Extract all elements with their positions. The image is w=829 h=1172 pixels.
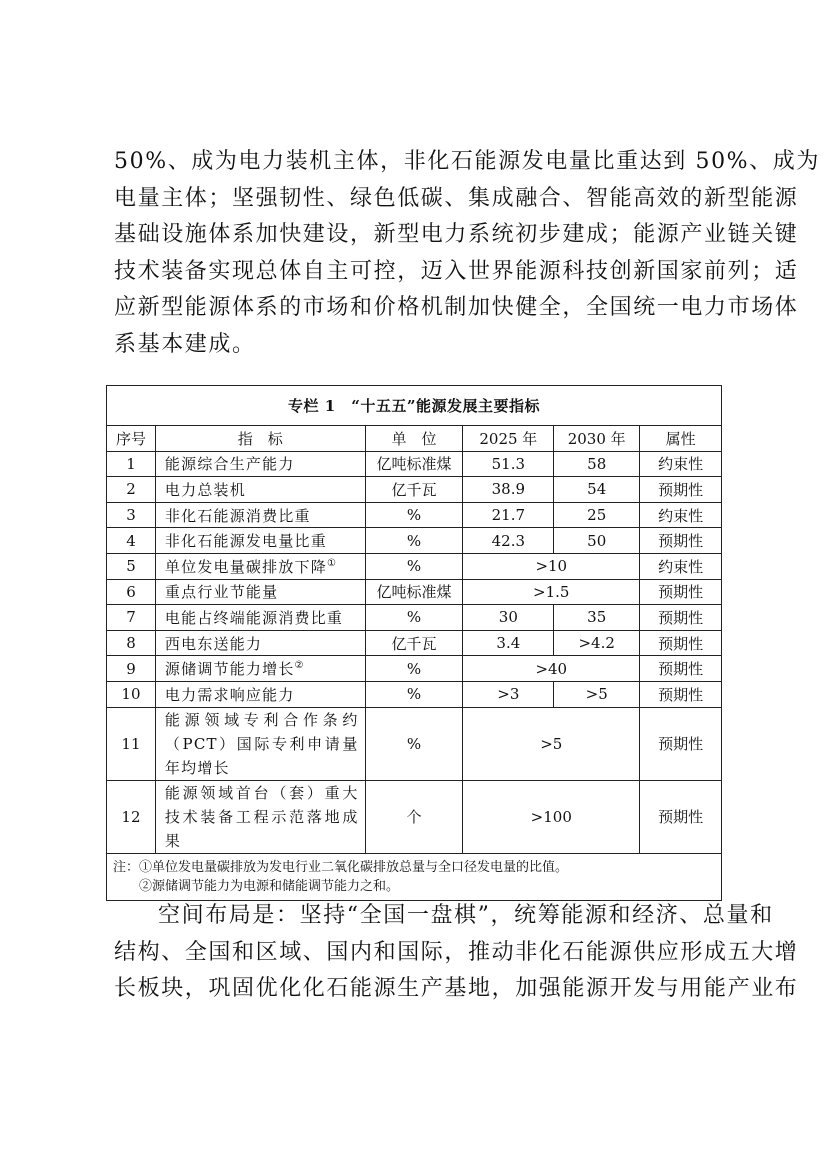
row-no: 12	[107, 780, 156, 853]
row-value-2030: >4.2	[554, 630, 640, 656]
row-attribute: 预期性	[640, 605, 722, 631]
row-value-2030: 58	[554, 451, 640, 477]
row-unit: 亿吨标准煤	[365, 451, 463, 477]
header-attribute: 属性	[640, 426, 722, 452]
row-indicator: 非化石能源消费比重	[155, 502, 365, 528]
row-value-2030: 35	[554, 605, 640, 631]
row-value-merged: >40	[463, 656, 640, 682]
table-row	[107, 707, 722, 780]
row-no: 6	[107, 579, 156, 605]
row-attribute: 预期性	[640, 656, 722, 682]
text-line: 技术装备实现总体自主可控，迈入世界能源科技创新国家前列；适	[114, 258, 799, 284]
table-row	[107, 630, 722, 656]
row-indicator: 非化石能源发电量比重	[155, 528, 365, 554]
table-row	[107, 656, 722, 682]
row-attribute: 预期性	[640, 630, 722, 656]
row-unit: 个	[365, 780, 463, 853]
note-line: ②源储调节能力为电源和储能调节能力之和。	[139, 878, 400, 894]
note-line: 注：①单位发电量碳排放为发电行业二氧化碳排放总量与全口径发电量的比值。	[113, 859, 569, 875]
row-value-2030: 25	[554, 502, 640, 528]
row-attribute: 预期性	[640, 528, 722, 554]
row-unit: %	[365, 656, 463, 682]
row-no: 8	[107, 630, 156, 656]
row-value-2030: >5	[554, 681, 640, 707]
row-unit: 亿千瓦	[365, 630, 463, 656]
table-header-row	[107, 426, 722, 452]
row-no: 1	[107, 451, 156, 477]
row-value-2025: 51.3	[463, 451, 554, 477]
row-indicator: 重点行业节能量	[155, 579, 365, 605]
row-value-2025: 30	[463, 605, 554, 631]
indicator-text: 源储调节能力增长	[164, 660, 295, 679]
table-notes	[107, 853, 722, 900]
row-value-2025: 21.7	[463, 502, 554, 528]
row-indicator: 电能占终端能源消费比重	[155, 605, 365, 631]
row-attribute: 约束性	[640, 553, 722, 579]
table-row	[107, 780, 722, 853]
row-attribute: 预期性	[640, 681, 722, 707]
header-indicator: 指 标	[155, 426, 365, 452]
row-no: 11	[107, 707, 156, 780]
row-indicator: 能源领域首台（套）重大技术装备工程示范落地成果	[155, 780, 365, 853]
row-attribute: 预期性	[640, 707, 722, 780]
row-indicator: 电力需求响应能力	[155, 681, 365, 707]
table-row	[107, 528, 722, 554]
row-indicator: 西电东送能力	[155, 630, 365, 656]
row-value-2025: 38.9	[463, 477, 554, 503]
row-unit: %	[365, 707, 463, 780]
row-no: 7	[107, 605, 156, 631]
table-row	[107, 477, 722, 503]
row-value-2030: 50	[554, 528, 640, 554]
text-line: 50%、成为电力装机主体，非化石能源发电量比重达到 50%、成为	[114, 149, 820, 174]
table-row	[107, 553, 722, 579]
row-unit: %	[365, 502, 463, 528]
text-line: 空间布局是：坚持“全国一盘棋”，统筹能源和经济、总量和	[158, 903, 774, 928]
row-unit: %	[365, 553, 463, 579]
table-row	[107, 605, 722, 631]
text-line: 系基本建成。	[114, 331, 256, 357]
row-attribute: 预期性	[640, 579, 722, 605]
text-line: 应新型能源体系的市场和价格机制加快健全，全国统一电力市场体	[114, 295, 799, 320]
row-no: 3	[107, 502, 156, 528]
table-row	[107, 502, 722, 528]
header-2030: 2030 年	[554, 426, 640, 452]
header-2025: 2025 年	[463, 426, 554, 452]
row-no: 4	[107, 528, 156, 554]
row-unit: 亿吨标准煤	[365, 579, 463, 605]
footnote-marker: ②	[294, 660, 305, 672]
row-indicator: 能源综合生产能力	[155, 451, 365, 477]
text-line: 结构、全国和区域、国内和国际，推动非化石能源供应形成五大增	[114, 939, 799, 965]
row-unit: %	[365, 528, 463, 554]
table-row	[107, 451, 722, 477]
row-attribute: 预期性	[640, 780, 722, 853]
row-value-merged: >100	[463, 780, 640, 853]
header-unit: 单 位	[365, 426, 463, 452]
row-value-2030: 54	[554, 477, 640, 503]
row-no: 10	[107, 681, 156, 707]
text-line: 电量主体；坚强韧性、绿色低碳、集成融合、智能高效的新型能源	[114, 185, 799, 211]
row-value-2025: 42.3	[463, 528, 554, 554]
row-indicator	[155, 553, 365, 579]
row-no: 2	[107, 477, 156, 503]
row-no: 5	[107, 553, 156, 579]
row-value-2025: >3	[463, 681, 554, 707]
row-attribute: 约束性	[640, 502, 722, 528]
header-no: 序号	[107, 426, 156, 452]
row-indicator: 能源领域专利合作条约（PCT）国际专利申请量年均增长	[155, 707, 365, 780]
row-value-merged: >10	[463, 553, 640, 579]
row-unit: %	[365, 605, 463, 631]
text-line: 基础设施体系加快建设，新型电力系统初步建成；能源产业链关键	[114, 222, 799, 247]
row-attribute: 预期性	[640, 477, 722, 503]
paragraph-spatial-layout	[114, 898, 799, 1008]
row-indicator	[155, 656, 365, 682]
row-indicator: 电力总装机	[155, 477, 365, 503]
table-row	[107, 681, 722, 707]
row-unit: 亿千瓦	[365, 477, 463, 503]
text-line: 长板块，巩固优化化石能源生产基地，加强能源开发与用能产业布	[114, 976, 799, 1001]
row-value-merged: >5	[463, 707, 640, 780]
footnote-marker: ①	[326, 557, 338, 569]
table-row	[107, 579, 722, 605]
indicator-table	[106, 385, 722, 901]
indicator-text: 单位发电量碳排放下降	[164, 557, 327, 576]
row-value-merged: >1.5	[463, 579, 640, 605]
row-unit: %	[365, 681, 463, 707]
row-attribute: 约束性	[640, 451, 722, 477]
table-title: 专栏 1 “十五五”能源发展主要指标	[107, 386, 722, 426]
paragraph-intro	[114, 144, 820, 363]
row-no: 9	[107, 656, 156, 682]
row-value-2025: 3.4	[463, 630, 554, 656]
